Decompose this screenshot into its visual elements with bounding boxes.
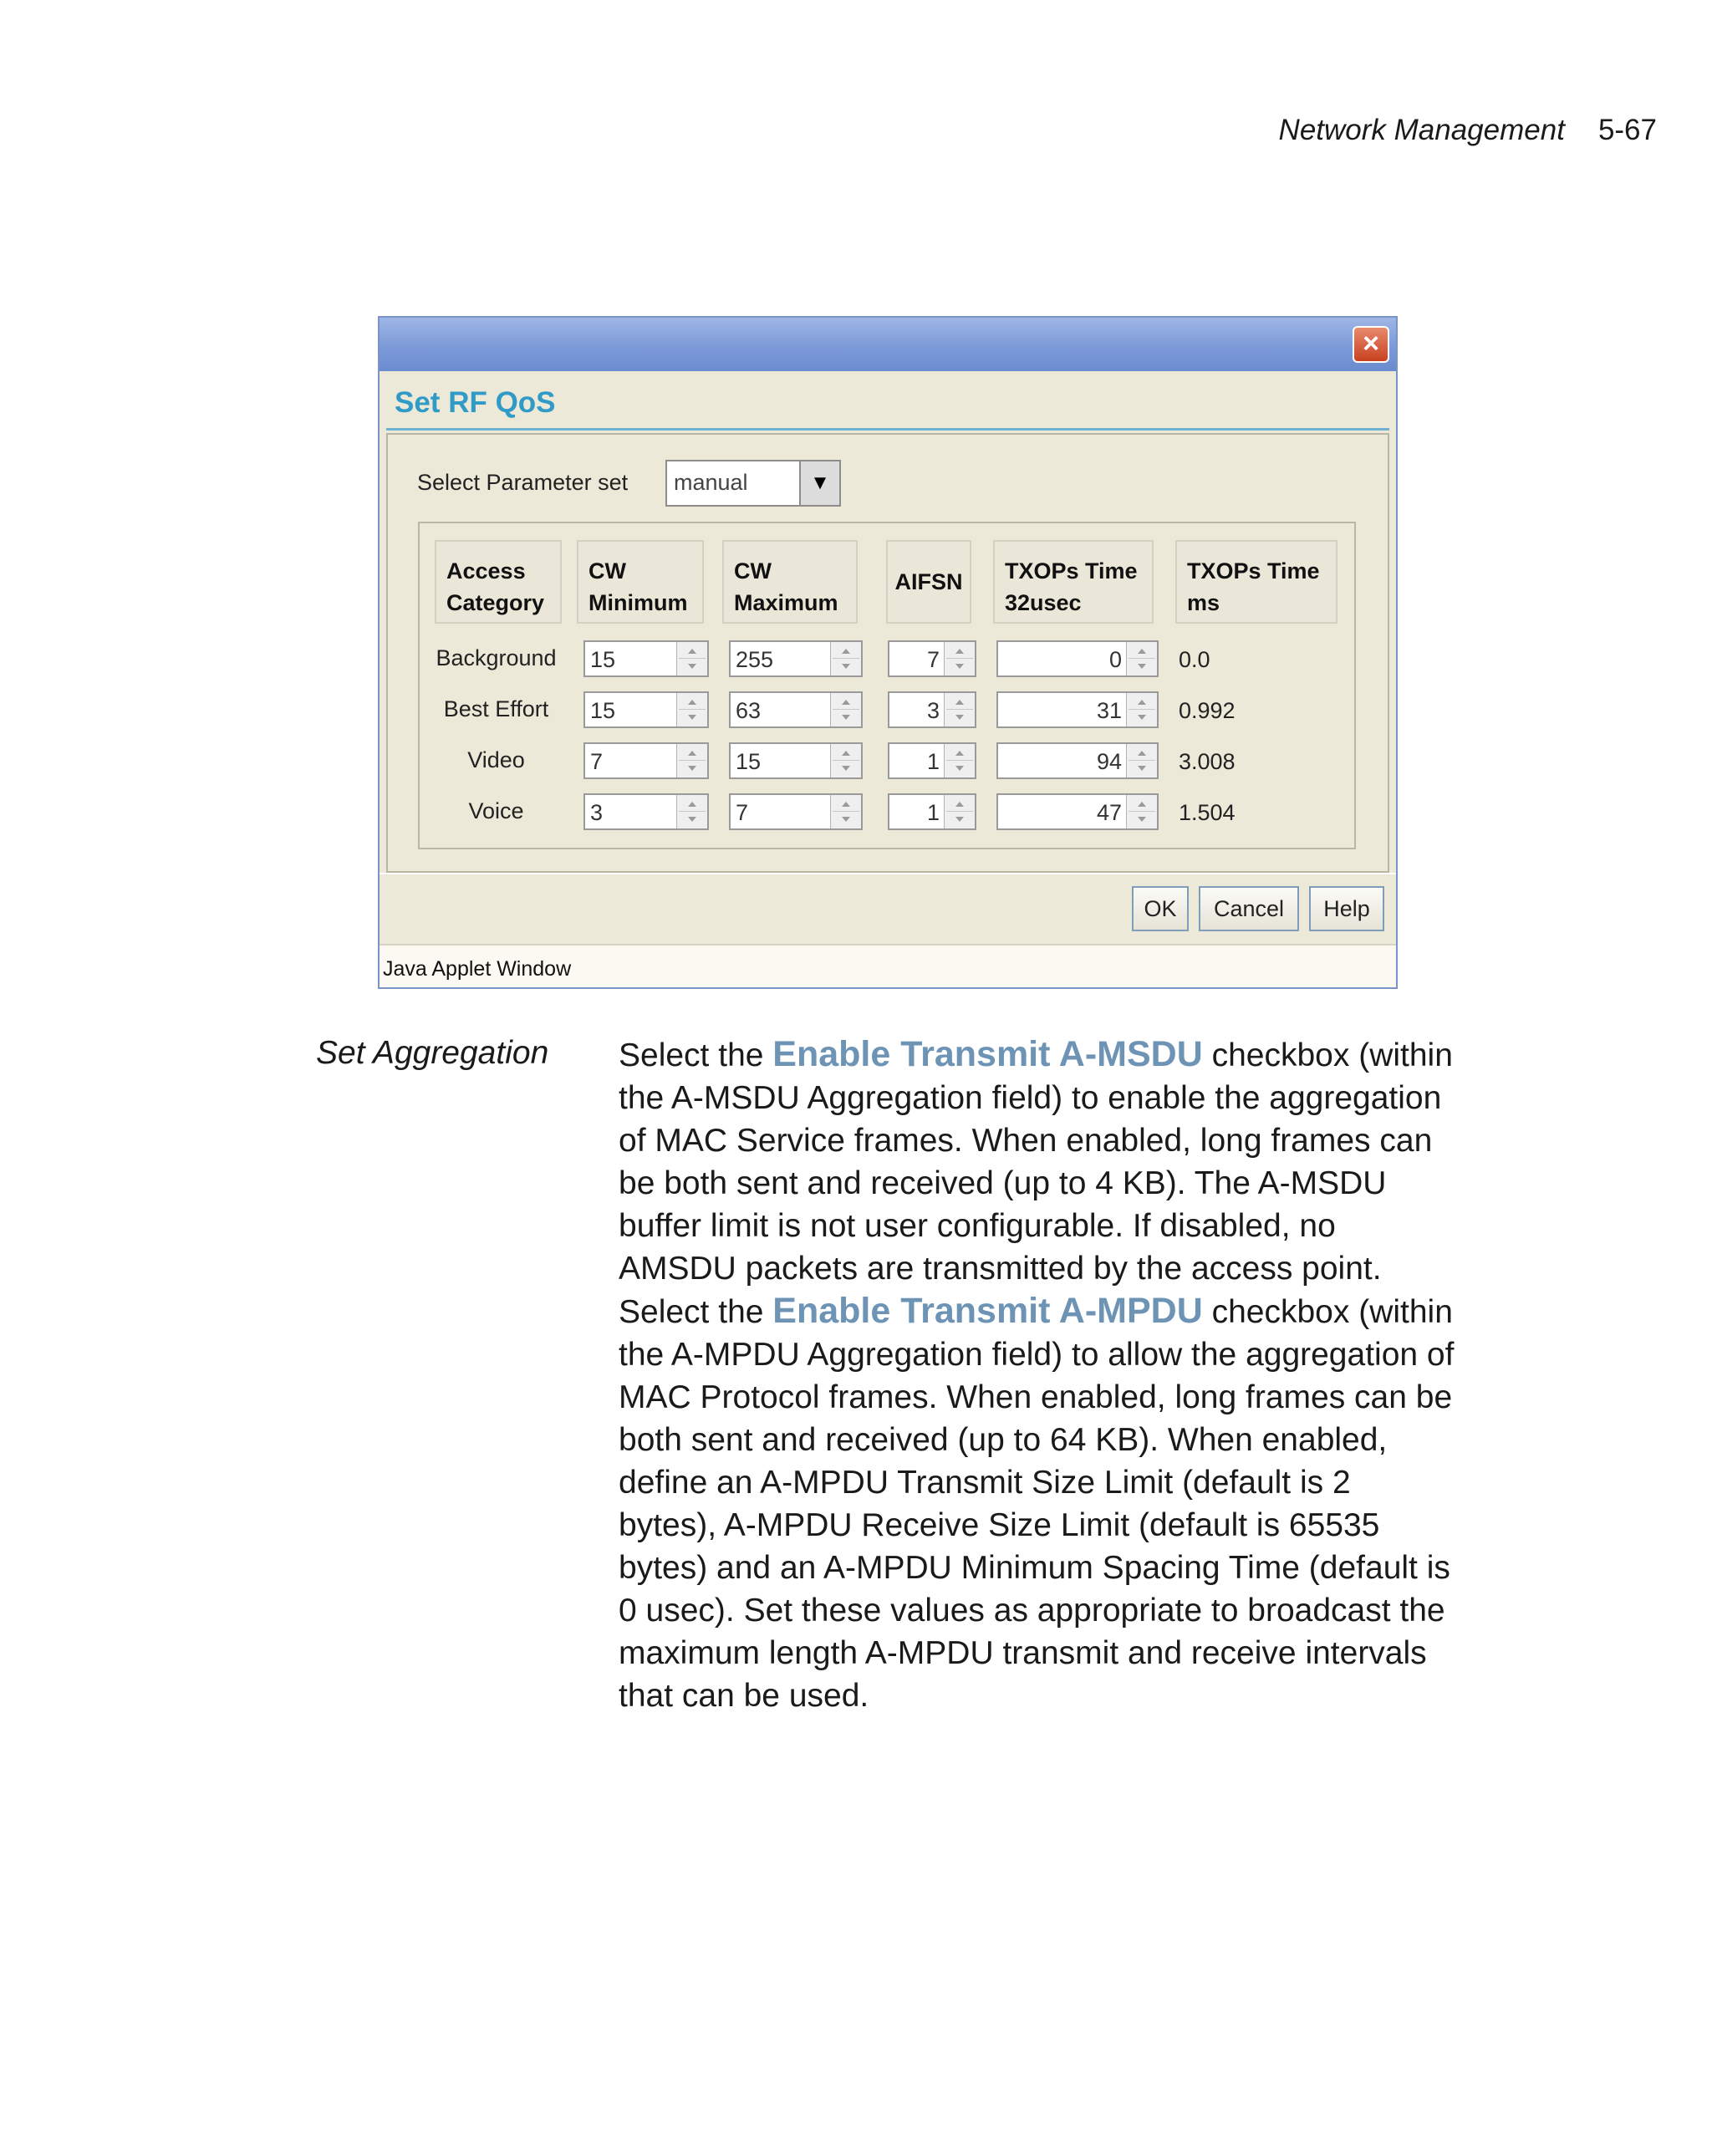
dialog-titlebar	[380, 318, 1396, 371]
txop-32usec-spinner[interactable]: 94	[996, 742, 1159, 779]
txop-ms-value: 0.0	[1179, 647, 1210, 672]
ok-button[interactable]: OK	[1132, 886, 1189, 931]
txop-ms-value: 3.008	[1179, 749, 1236, 774]
txop-ms-value: 1.504	[1179, 800, 1236, 825]
aifsn-spinner[interactable]: 1	[888, 793, 976, 830]
cancel-button[interactable]: Cancel	[1199, 886, 1299, 931]
cw-max-spinner[interactable]: 15	[729, 742, 863, 779]
col-header-cw-maximum: CW Maximum	[722, 540, 858, 624]
running-header	[1279, 114, 1657, 147]
txop-32usec-spinner[interactable]: 31	[996, 691, 1159, 728]
page-number: 5-67	[1597, 114, 1657, 146]
side-heading: Set Aggregation	[316, 1035, 549, 1071]
cw-max-spinner[interactable]: 255	[729, 640, 863, 677]
close-icon[interactable]: ×	[1353, 326, 1389, 363]
heading-rule	[386, 428, 1389, 431]
col-header-txops-32usec: TXOPs Time 32usec	[993, 540, 1154, 624]
param-set-select[interactable]	[665, 460, 841, 507]
cw-min-spinner[interactable]: 3	[583, 793, 709, 830]
help-button[interactable]: Help	[1309, 886, 1384, 931]
cw-min-spinner[interactable]: 15	[583, 640, 709, 677]
aifsn-spinner[interactable]: 1	[888, 742, 976, 779]
col-header-txops-ms: TXOPs Time ms	[1175, 540, 1338, 624]
param-set-label: Select Parameter set	[417, 470, 629, 495]
footer-rule	[380, 873, 1396, 874]
row-label-best-effort: Best Effort	[443, 696, 549, 721]
txop-32usec-spinner[interactable]: 47	[996, 793, 1159, 830]
set-rf-qos-dialog	[378, 316, 1398, 989]
row-label-video: Video	[467, 747, 525, 772]
section-title: Network Management	[1278, 114, 1565, 146]
paragraph-amsdu: Select the Enable Transmit A-MSDU checkbox (within the A-MSDU Aggregation field) to enable the aggregation of MAC Service frames. When enabled, long frames can be both sent and received (up to 4 KB). The A-MSDU buffer limit is not user configurable. If disabled, no AMSDU packets are transmitted by the access point.	[619, 1034, 1453, 1287]
row-label-voice: Voice	[468, 798, 524, 823]
row-label-background: Background	[436, 645, 557, 670]
col-header-aifsn: AIFSN	[886, 540, 971, 624]
status-bar: Java Applet Window	[380, 944, 1396, 987]
cw-max-spinner[interactable]: 63	[729, 691, 863, 728]
cw-min-spinner[interactable]: 15	[583, 691, 709, 728]
cw-max-spinner[interactable]: 7	[729, 793, 863, 830]
aifsn-spinner[interactable]: 7	[888, 640, 976, 677]
keyword-enable-transmit-amsdu: Enable Transmit A-MSDU	[772, 1034, 1203, 1074]
paragraph-ampdu: Select the Enable Transmit A-MPDU checkbox (within the A-MPDU Aggregation field) to allow the aggregation of MAC Protocol frames. When enabled, long frames can be both sent and received (up to 64 KB). When enabled, define an A-MPDU Transmit Size Limit (default is 2 bytes), A-MPDU Receive Size Limit (default is 65535 bytes) and an A-MPDU Minimum Spacing Time (default is 0 usec). Set these values as appropriate to broadcast the maximum length A-MPDU transmit and receive intervals that can be used.	[619, 1291, 1455, 1714]
dialog-heading: Set RF QoS	[395, 386, 556, 419]
col-header-access-category: Access Category	[435, 540, 562, 624]
cw-min-spinner[interactable]: 7	[583, 742, 709, 779]
keyword-enable-transmit-ampdu: Enable Transmit A-MPDU	[772, 1291, 1203, 1331]
aifsn-spinner[interactable]: 3	[888, 691, 976, 728]
param-set-value: manual	[674, 470, 748, 495]
txop-32usec-spinner[interactable]: 0	[996, 640, 1159, 677]
chevron-down-icon[interactable]: ▼	[799, 461, 839, 505]
txop-ms-value: 0.992	[1179, 698, 1236, 723]
col-header-cw-minimum: CW Minimum	[577, 540, 704, 624]
